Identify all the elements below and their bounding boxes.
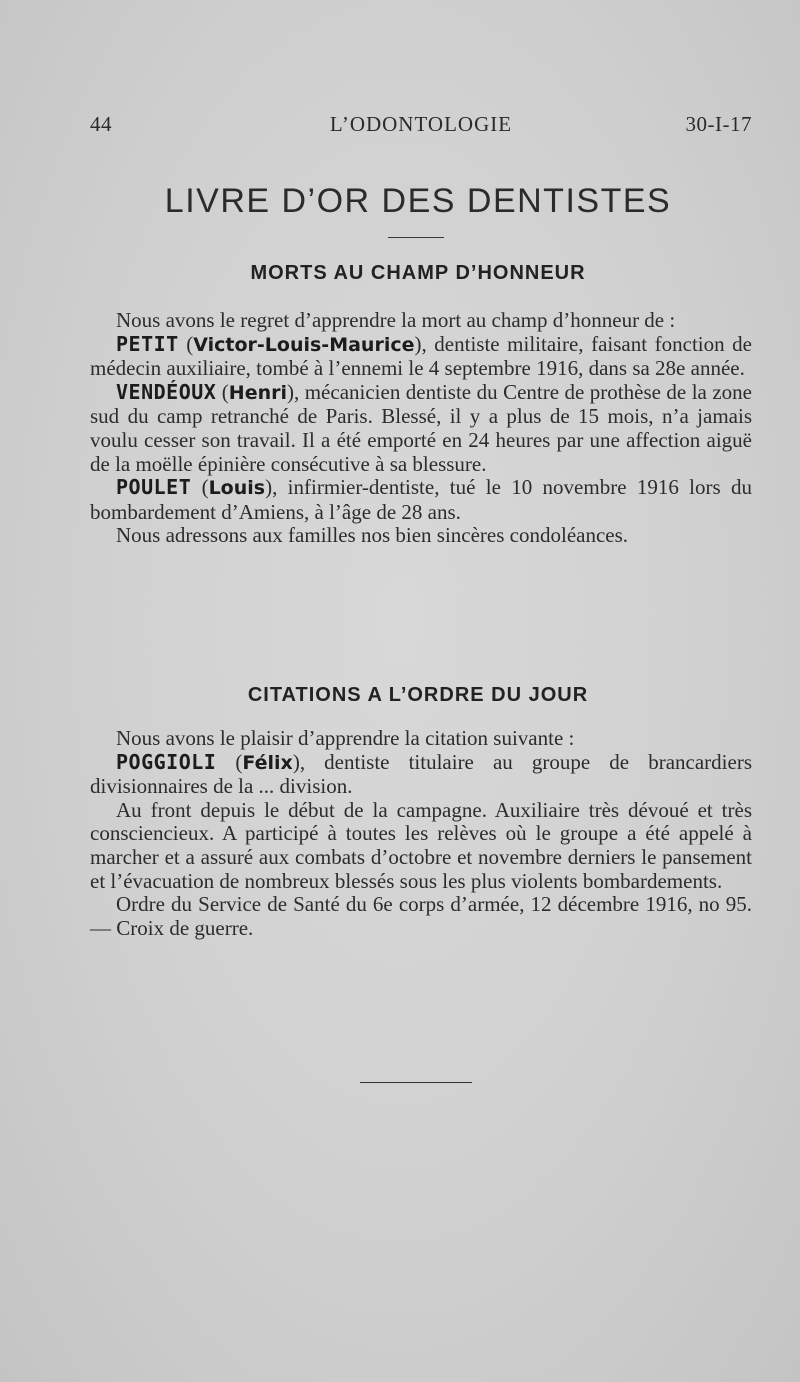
person-given-names: Henri <box>228 381 287 404</box>
paragraph-text: , mécanicien dentiste du Centre de prothèse de la zone sud du camp retranché de Paris. Blessé, il y a plus de 15 mois, n’a jamais voulu cesser son travail. Il a été emporté en 24 heures par une affection aiguë de la moëlle épinière consécutive à sa blessure. <box>90 379 752 476</box>
section-heading-citations: CITATIONS A L’ORDRE DU JOUR <box>247 684 589 706</box>
paragraph <box>90 524 752 548</box>
paragraph <box>90 727 752 751</box>
paragraph-text: Ordre du Service de Santé du 6e corps d’armée, 12 décembre 1916, no 95. — Croix de guerre. <box>90 892 752 940</box>
running-head <box>90 112 752 140</box>
paragraph-text: Nous avons le regret d’apprendre la mort au champ d’honneur de : <box>116 308 676 332</box>
person-surname: POGGIOLI <box>116 749 217 774</box>
paragraph-text: Au front depuis le début de la campagne. Auxiliaire très dévoué et très consciencieux. A participé à toutes les relèves où le groupe a été appelé à marcher et a assuré aux combats d’octobre et novembre derniers le pansement et l’évacuation de nombreux blessés sous les plus violents bombardements. <box>90 797 752 893</box>
paragraph-text: , dentiste militaire, faisant fonction de médecin auxiliaire, tombé à l’ennemi le 4 septembre 1916, dans sa 28e année. <box>90 331 752 381</box>
paragraph: POGGIOLI (Félix), dentiste titulaire au groupe de brancardiers divisionnaires de la ... division. <box>90 749 752 799</box>
person-given-names: Louis <box>208 477 266 500</box>
paragraph: PETIT (Victor-Louis-Maurice), dentiste militaire, faisant fonction de médecin auxiliaire, tombé à l’ennemi le 4 septembre 1916, dans sa 28e année. <box>90 331 752 381</box>
paragraph-text: Nous avons le plaisir d’apprendre la citation suivante : <box>116 726 575 750</box>
person-surname: VENDÉOUX <box>116 379 217 404</box>
paragraph-text: , dentiste titulaire au groupe de brancardiers divisionnaires de la ... division. <box>90 749 752 799</box>
person-given-names: Victor-Louis-Maurice <box>193 333 415 356</box>
end-divider <box>360 1082 472 1083</box>
journal-name: L’ODONTOLOGIE <box>329 112 513 136</box>
paragraph <box>90 893 752 940</box>
paragraph: POULET (Louis), infirmier-dentiste, tué le 10 novembre 1916 lors du bombardement d’Amiens, à l’âge de 28 ans. <box>90 475 752 524</box>
person-surname: PETIT <box>116 331 179 356</box>
paragraph <box>90 309 752 333</box>
title-divider <box>388 237 444 238</box>
section-body-citations <box>90 727 752 940</box>
person-given-names: Félix <box>242 751 293 774</box>
issue-date: 30-I-17 <box>685 112 752 136</box>
page-number: 44 <box>90 112 112 136</box>
paragraph-text: Nous adressons aux familles nos bien sincères condoléances. <box>116 523 629 548</box>
paragraph-text: , infirmier-dentiste, tué le 10 novembre 1916 lors du bombardement d’Amiens, à l’âge de 28 ans. <box>90 475 752 524</box>
paragraph <box>90 799 752 893</box>
paragraph: VENDÉOUX (Henri), mécanicien dentiste du Centre de prothèse de la zone sud du camp retranché de Paris. Blessé, il y a plus de 15 mois, n’a jamais voulu cesser son travail. Il a été emporté en 24 heures par une affection aiguë de la moëlle épinière consécutive à sa blessure. <box>90 379 752 476</box>
section-body-deaths <box>90 309 752 548</box>
section-heading-deaths: MORTS AU CHAMP D’HONNEUR <box>250 262 586 284</box>
page-title: LIVRE D’OR DES DENTISTES <box>164 182 672 220</box>
person-surname: POULET <box>116 475 192 500</box>
